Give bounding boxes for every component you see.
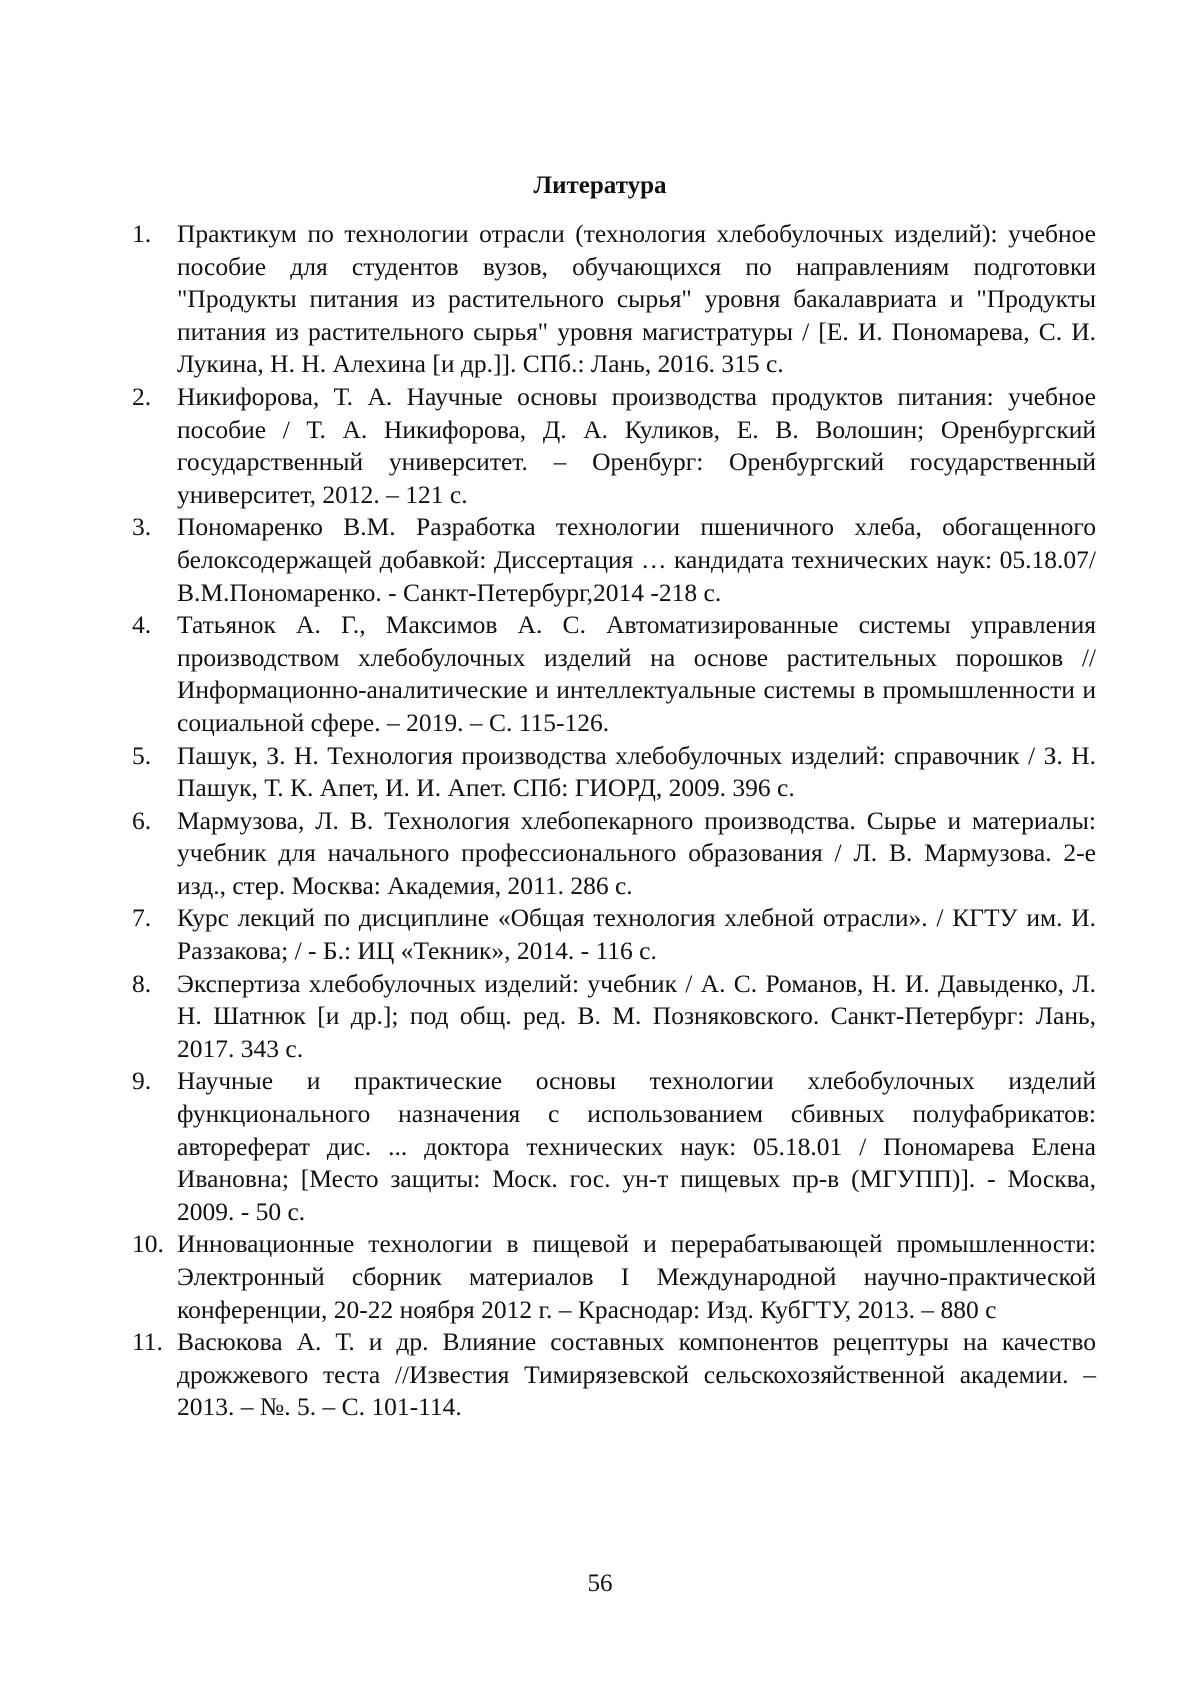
reference-text: Практикум по технологии отрасли (технология хлебобулочных изделий): учебное пособие для студентов вузов, обучающихся по направлениям подготовки "Продукты питания из растительного сырья" уровня бакалавриата и "Продукты питания из растительного сырья" уровня магистратуры / [Е. И. Пономарева, С. И. Лукина, Н. Н. Алехина [и др.]]. СПб.: Лань, 2016. 315 с. bbox=[177, 218, 1096, 381]
reference-item bbox=[132, 968, 1096, 1066]
reference-number: 7. bbox=[132, 902, 151, 935]
reference-number: 9. bbox=[132, 1065, 151, 1098]
reference-item bbox=[132, 218, 1096, 381]
reference-text: Пашук, З. Н. Технология производства хлебобулочных изделий: справочник / З. Н. Пашук, Т. К. Апет, И. И. Апет. СПб: ГИОРД, 2009. 396 с. bbox=[177, 740, 1096, 805]
page-title: Литература bbox=[0, 170, 1200, 202]
reference-number: 8. bbox=[132, 968, 151, 1001]
reference-number: 6. bbox=[132, 805, 151, 838]
reference-text: Экспертиза хлебобулочных изделий: учебник / А. С. Романов, Н. И. Давыденко, Л. Н. Шатнюк [и др.]; под общ. ред. В. М. Позняковского. Санкт-Петербург: Лань, 2017. 343 с. bbox=[177, 968, 1096, 1066]
reference-item bbox=[132, 381, 1096, 511]
reference-text: Инновационные технологии в пищевой и перерабатывающей промышленности: Электронный сборник материалов I Международной научно-практической конференции, 20-22 ноября 2012 г. – Краснодар: Изд. КубГТУ, 2013. – 880 с bbox=[177, 1228, 1096, 1326]
reference-number: 11. bbox=[132, 1326, 163, 1359]
document-page bbox=[0, 0, 1200, 1696]
reference-text: Пономаренко В.М. Разработка технологии пшеничного хлеба, обогащенного белоксодержащей добавкой: Диссертация … кандидата технических наук: 05.18.07/ В.М.Пономаренко. - Санкт-Петербург,2014 -218 с. bbox=[177, 511, 1096, 609]
reference-text: Научные и практические основы технологии хлебобулочных изделий функционального назначения с использованием сбивных полуфабрикатов: автореферат дис. ... доктора технических наук: 05.18.01 / Пономарева Елена Ивановна; [Место защиты: Моск. гос. ун-т пищевых пр-в (МГУПП)]. - Москва, 2009. - 50 с. bbox=[177, 1065, 1096, 1228]
reference-item bbox=[132, 902, 1096, 967]
reference-text: Курс лекций по дисциплине «Общая технология хлебной отрасли». / КГТУ им. И. Раззакова; / - Б.: ИЦ «Текник», 2014. - 116 с. bbox=[177, 902, 1096, 967]
reference-item bbox=[132, 511, 1096, 609]
reference-number: 5. bbox=[132, 740, 151, 773]
reference-item bbox=[132, 609, 1096, 739]
reference-item bbox=[132, 1326, 1096, 1424]
reference-list bbox=[132, 218, 1096, 1424]
page-number: 56 bbox=[0, 1568, 1200, 1600]
reference-text: Мармузова, Л. В. Технология хлебопекарного производства. Сырье и материалы: учебник для начального профессионального образования / Л. В. Мармузова. 2-е изд., стер. Москва: Академия, 2011. 286 с. bbox=[177, 805, 1096, 903]
reference-number: 2. bbox=[132, 381, 151, 414]
reference-number: 1. bbox=[132, 218, 151, 251]
reference-item bbox=[132, 1065, 1096, 1228]
reference-number: 10. bbox=[132, 1228, 164, 1261]
reference-text: Никифорова, Т. А. Научные основы производства продуктов питания: учебное пособие / Т. А. Никифорова, Д. А. Куликов, Е. В. Волошин; Оренбургский государственный университет. – Оренбург: Оренбургский государственный университет, 2012. – 121 с. bbox=[177, 381, 1096, 511]
reference-item bbox=[132, 740, 1096, 805]
reference-text: Татьянок А. Г., Максимов А. С. Автоматизированные системы управления производством хлебобулочных изделий на основе растительных порошков //Информационно-аналитические и интеллектуальные системы в промышленности и социальной сфере. – 2019. – С. 115-126. bbox=[177, 609, 1096, 739]
reference-text: Васюкова А. Т. и др. Влияние составных компонентов рецептуры на качество дрожжевого теста //Известия Тимирязевской сельскохозяйственной академии. – 2013. – №. 5. – С. 101-114. bbox=[177, 1326, 1096, 1424]
reference-number: 3. bbox=[132, 511, 151, 544]
reference-item bbox=[132, 1228, 1096, 1326]
reference-number: 4. bbox=[132, 609, 151, 642]
reference-item bbox=[132, 805, 1096, 903]
